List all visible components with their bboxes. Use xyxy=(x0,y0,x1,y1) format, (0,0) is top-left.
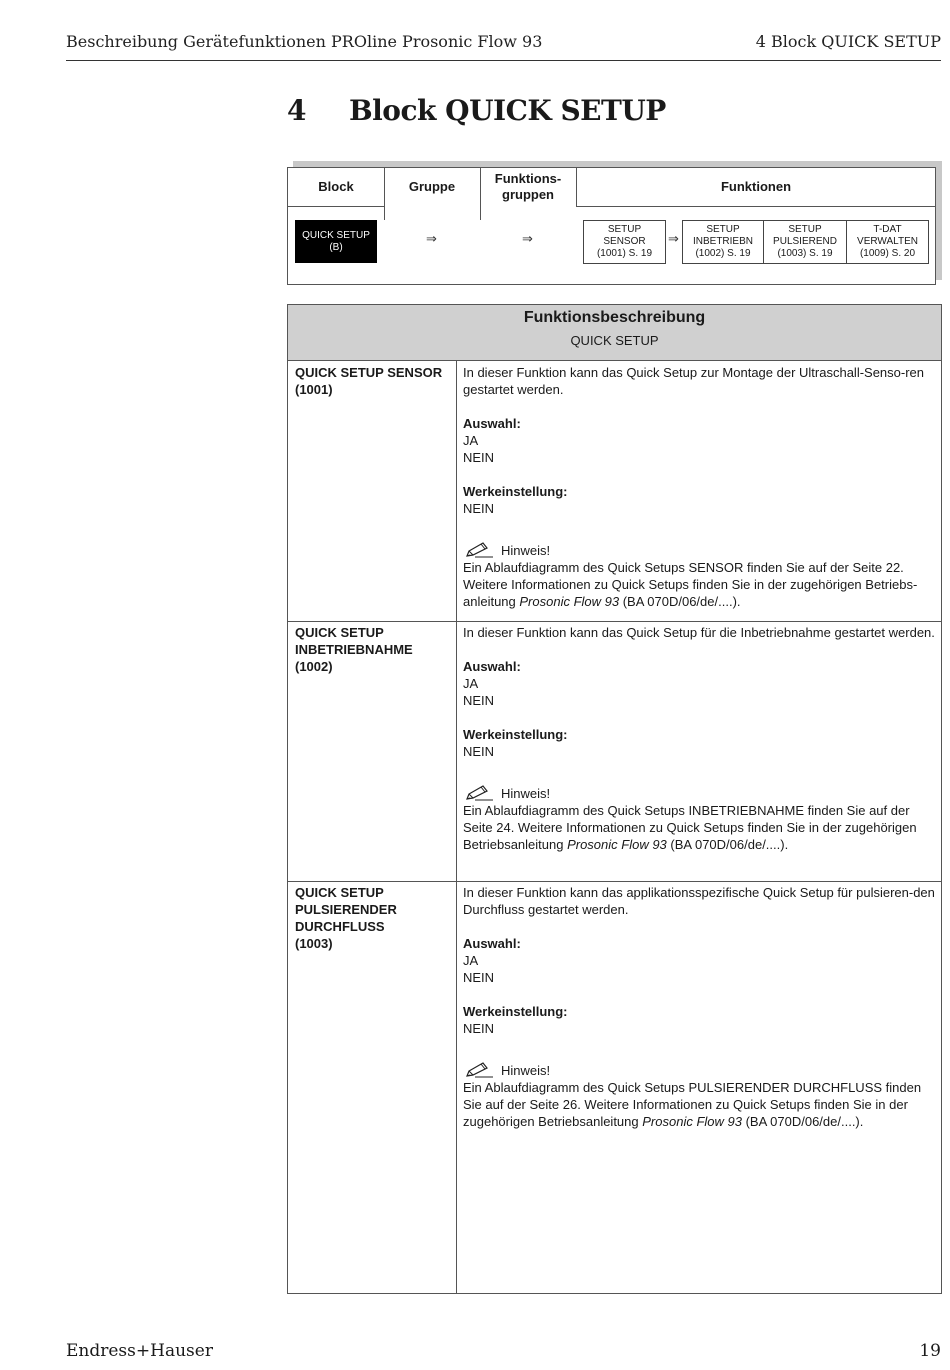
row-divider xyxy=(288,621,941,622)
function-name: QUICK SETUP INBETRIEBNAHME (1002) xyxy=(295,625,413,674)
block-code: (B) xyxy=(329,241,343,253)
block-label: QUICK SETUP xyxy=(302,229,370,241)
function-text xyxy=(463,624,938,853)
row-divider xyxy=(288,881,941,882)
default-value: NEIN xyxy=(463,1021,495,1036)
manual-title: Prosonic Flow 93 xyxy=(567,837,667,852)
hint-heading xyxy=(463,784,938,802)
function-line: SENSOR xyxy=(603,236,646,247)
function-matrix-nav xyxy=(287,167,936,285)
nav-divider xyxy=(576,168,577,206)
running-header-title: Beschreibung Gerätefunktionen PROline Prosonic Flow 93 xyxy=(66,32,543,51)
function-line: VERWALTEN xyxy=(857,236,918,247)
option-value: JA xyxy=(463,953,479,968)
hint-text-b: (BA 070D/06/de/....). xyxy=(666,837,789,852)
nav-header-group: Gruppe xyxy=(408,179,456,194)
hint-heading xyxy=(463,1061,938,1079)
function-ref: (1002) S. 19 xyxy=(695,248,751,259)
nav-rule xyxy=(576,206,936,207)
selection-label: Auswahl: xyxy=(463,659,521,674)
nav-divider xyxy=(480,168,481,220)
hint-text-b: (BA 070D/06/de/....). xyxy=(619,594,741,609)
function-intro: In dieser Funktion kann das Quick Setup für die Inbetriebnahme gestartet werden. xyxy=(463,625,935,640)
function-name: QUICK SETUP PULSIERENDER DURCHFLUSS (1003) xyxy=(295,885,397,951)
function-line: T-DAT xyxy=(873,224,902,235)
hint-text xyxy=(463,1079,938,1130)
block-quick-setup[interactable] xyxy=(295,220,377,263)
function-text xyxy=(463,884,938,1130)
hint-text-a: Ein Ablaufdiagramm des Quick Setups PULSIERENDER DURCHFLUSS finden Sie auf der Seite 26. Weitere Informationen zu Quick Setups finden Sie in der zugehörigen Betriebsanleitung xyxy=(463,1080,922,1129)
function-name: QUICK SETUP SENSOR (1001) xyxy=(295,365,443,397)
page-number: 19 xyxy=(919,1341,941,1361)
function-text xyxy=(463,364,938,610)
column-divider xyxy=(456,361,457,1293)
option-value: JA xyxy=(463,676,479,691)
nav-header-block: Block xyxy=(318,179,354,194)
arrow-icon: ⇒ xyxy=(522,232,533,247)
nav-rule xyxy=(288,206,384,207)
function-setup-pulsierend[interactable] xyxy=(764,220,847,264)
option-value: NEIN xyxy=(463,450,495,465)
hint-label: Hinweis! xyxy=(501,785,551,801)
nav-divider xyxy=(384,168,385,220)
default-value: NEIN xyxy=(463,744,495,759)
function-setup-sensor[interactable] xyxy=(583,220,666,264)
function-ref: (1001) S. 19 xyxy=(596,248,653,259)
function-line: INBETRIEBN xyxy=(692,236,753,247)
description-header xyxy=(288,305,941,361)
pencil-icon xyxy=(465,784,495,802)
arrow-icon: ⇒ xyxy=(668,232,679,247)
pencil-icon xyxy=(465,1061,495,1079)
default-label: Werkeinstellung: xyxy=(463,1004,568,1019)
arrow-icon: ⇒ xyxy=(426,232,437,247)
function-line: SETUP xyxy=(706,224,740,235)
page-title xyxy=(287,94,666,127)
manual-title: Prosonic Flow 93 xyxy=(642,1114,742,1129)
function-line: SETUP xyxy=(607,224,642,235)
running-header-section: 4 Block QUICK SETUP xyxy=(755,32,941,51)
function-description-table xyxy=(287,304,942,1294)
nav-header-function-groups: Funktions- gruppen xyxy=(494,171,562,202)
function-intro: In dieser Funktion kann das applikationsspezifische Quick Setup für pulsieren-den Durchfluss gestartet werden. xyxy=(463,885,935,917)
hint-label: Hinweis! xyxy=(501,542,551,558)
function-setup-inbetriebn[interactable] xyxy=(682,220,764,264)
hint-text-a: Ein Ablaufdiagramm des Quick Setups SENSOR finden Sie auf der Seite 22. Weitere Informationen zu Quick Setups finden Sie in der zugehörigen Betriebs-anleitung xyxy=(463,560,918,609)
function-line: SETUP xyxy=(788,224,822,235)
hint-text xyxy=(463,559,938,610)
nav-header-functions: Funktionen xyxy=(720,179,792,194)
description-subtitle: QUICK SETUP xyxy=(570,333,659,348)
manual-title: Prosonic Flow 93 xyxy=(519,594,620,609)
default-value: NEIN xyxy=(463,501,495,516)
default-label: Werkeinstellung: xyxy=(463,484,568,499)
pencil-icon xyxy=(465,541,495,559)
brand-logo-text: Endress+Hauser xyxy=(66,1341,213,1361)
option-value: NEIN xyxy=(463,970,495,985)
header-rule xyxy=(66,60,941,61)
hint-heading xyxy=(463,541,938,559)
option-value: NEIN xyxy=(463,693,495,708)
hint-text xyxy=(463,802,938,853)
function-intro: In dieser Funktion kann das Quick Setup zur Montage der Ultraschall-Senso-ren gestartet werden. xyxy=(463,365,925,397)
hint-label: Hinweis! xyxy=(501,1062,551,1078)
function-line: PULSIEREND xyxy=(773,236,837,247)
chapter-title: Block QUICK SETUP xyxy=(349,94,666,127)
function-ref: (1003) S. 19 xyxy=(777,248,833,259)
default-label: Werkeinstellung: xyxy=(463,727,568,742)
hint-text-b: (BA 070D/06/de/....). xyxy=(741,1114,864,1129)
hint-text-a: Ein Ablaufdiagramm des Quick Setups INBETRIEBNAHME finden Sie auf der Seite 24. Weitere Informationen zu Quick Setups finden Sie in der zugehörigen Betriebsanleitung xyxy=(463,803,917,852)
selection-label: Auswahl: xyxy=(463,416,521,431)
function-tdat-verwalten[interactable] xyxy=(846,220,929,264)
chapter-number: 4 xyxy=(287,94,306,127)
selection-label: Auswahl: xyxy=(463,936,521,951)
function-ref: (1009) S. 20 xyxy=(859,248,916,259)
option-value: JA xyxy=(463,433,479,448)
description-title: Funktionsbeschreibung xyxy=(523,309,706,326)
